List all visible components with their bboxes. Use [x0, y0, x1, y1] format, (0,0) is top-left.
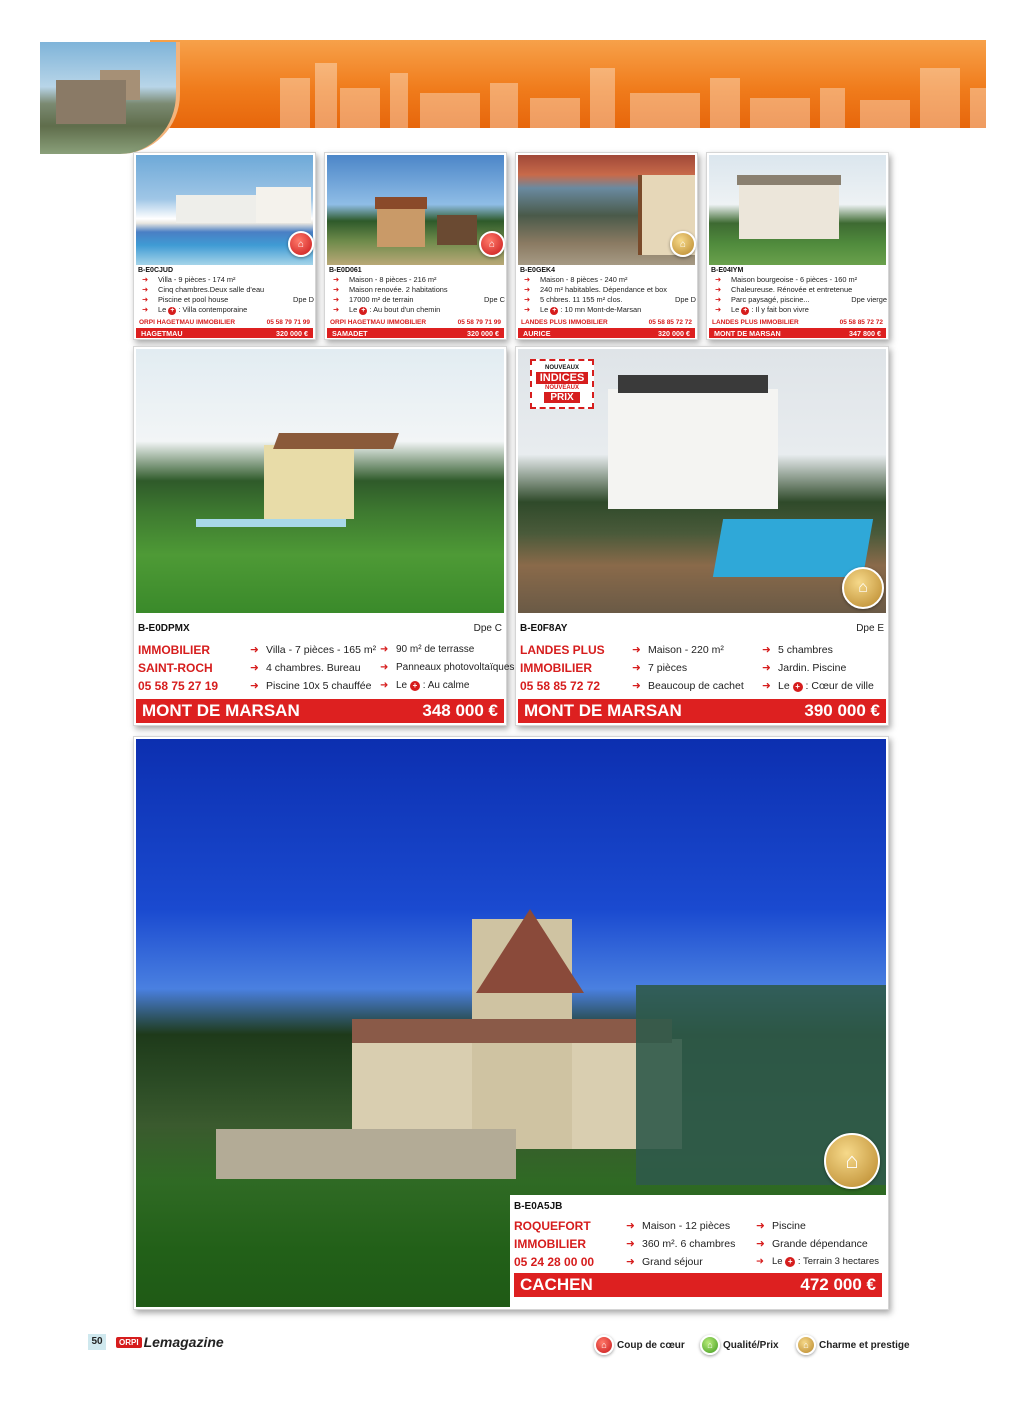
legend-item: ⌂ Coup de cœur [594, 1334, 685, 1356]
plus-icon: + [170, 307, 175, 314]
plus-icon: + [552, 307, 557, 314]
coup-de-coeur-icon: ⌂ [288, 231, 314, 257]
dpe-rating: Dpe C [484, 295, 505, 304]
listing-ref: B-E04IYM [711, 267, 744, 274]
price-bar [709, 328, 886, 338]
price-label: 347 800 € [849, 328, 881, 338]
plus-icon: + [793, 682, 803, 692]
feature-item: ➜ Maison bourgeoise - 6 pièces - 160 m² [715, 275, 858, 284]
feature-list [380, 641, 514, 695]
city-skyline-illustration [270, 48, 1024, 128]
price-label: 390 000 € [804, 701, 880, 720]
feature-item: ➜ Villa - 7 pièces - 165 m² [250, 644, 377, 656]
property-photo [327, 155, 504, 265]
charme-prestige-icon: ⌂ [824, 1133, 880, 1189]
price-bar [518, 328, 695, 338]
plus-icon: + [743, 307, 748, 314]
header-banner [40, 40, 986, 132]
feature-item: ➜ Cinq chambres.Deux salle d'eau [142, 285, 265, 294]
feature-item: ➜ Parc paysagé, piscine... Dpe vierge [715, 295, 887, 304]
dpe-rating: Dpe vierge [851, 295, 887, 304]
price-label: 320 000 € [276, 328, 308, 338]
agency-phone: 05 58 85 72 72 [520, 679, 601, 693]
price-label: 472 000 € [800, 1275, 876, 1294]
listing-ref: B-E0CJUD [138, 267, 174, 274]
price-bar [518, 699, 886, 723]
feature-item: ➜ Chaleureuse. Rénovée et entretenue [715, 285, 853, 294]
plus-icon: + [410, 681, 420, 691]
feature-item: ➜ 360 m². 6 chambres [626, 1238, 736, 1250]
listing-ref: B-E0DPMX [138, 623, 190, 634]
feature-item: ➜ 5 chambres [762, 644, 833, 656]
banner-bar [150, 40, 986, 128]
feature-item: ➜ 5 chbres. 11 155 m² clos. Dpe D [524, 295, 696, 304]
city-label: MONT DE MARSAN [524, 701, 682, 720]
agency-name: IMMOBILIER [520, 661, 592, 675]
price-label: 320 000 € [467, 328, 499, 338]
feature-item: ➜ Le + : Au calme [380, 680, 470, 691]
qualite-prix-icon: ⌂ [700, 1335, 720, 1355]
coup-de-coeur-icon: ⌂ [594, 1335, 614, 1355]
agency-line: ORPI HAGETMAU IMMOBILIER 05 58 79 71 99 [330, 319, 501, 326]
feature-item: ➜ Le + : Terrain 3 hectares [756, 1256, 880, 1267]
feature-item: ➜ 240 m² habitables. Dépendance et box [524, 285, 667, 294]
listing-card-small[interactable] [515, 152, 698, 340]
feature-item: ➜ Jardin. Piscine [762, 662, 847, 674]
agency-contact [514, 1217, 594, 1271]
feature-list [140, 275, 314, 315]
feature-list [522, 275, 696, 315]
city-label: SAMADET [332, 328, 368, 338]
feature-item: ➜ Piscine 10x 5 chauffée [250, 680, 372, 692]
feature-item: ➜ Maison - 12 pièces [626, 1220, 731, 1232]
feature-item: ➜ 90 m² de terrasse [380, 644, 475, 655]
property-photo [518, 155, 695, 265]
feature-list [762, 641, 874, 695]
feature-item: ➜ Maison - 220 m² [632, 644, 724, 656]
agency-contact [520, 641, 605, 695]
city-label: HAGETMAU [141, 328, 183, 338]
city-label: MONT DE MARSAN [714, 328, 781, 338]
orpi-logo: ORPI [116, 1337, 142, 1348]
feature-item: ➜ Maison renovée. 2 habitations [333, 285, 448, 294]
agency-name: IMMOBILIER [514, 1237, 586, 1251]
listing-ref: B-E0D061 [329, 267, 362, 274]
agency-phone: 05 24 28 00 00 [514, 1255, 595, 1269]
dpe-rating: Dpe D [675, 295, 696, 304]
price-bar [327, 328, 504, 338]
charme-prestige-icon: ⌂ [670, 231, 696, 257]
feature-list [756, 1217, 879, 1271]
legend-item: ⌂ Qualité/Prix [700, 1334, 779, 1356]
banner-town-photo [40, 42, 180, 154]
feature-item: ➜ 7 pièces [632, 662, 688, 674]
property-photo [136, 155, 313, 265]
charme-prestige-icon: ⌂ [842, 567, 884, 609]
nouveaux-prix-badge: NOUVEAUX INDICES NOUVEAUX PRIX [530, 359, 594, 409]
price-bar [514, 1273, 882, 1297]
page-number: 50 [88, 1334, 106, 1350]
listing-ref: B-E0F8AY [520, 623, 568, 634]
feature-item: ➜ 4 chambres. Bureau [250, 662, 361, 674]
feature-list [632, 641, 744, 695]
dpe-rating: Dpe E [856, 623, 884, 634]
city-label: MONT DE MARSAN [142, 701, 300, 720]
feature-item: ➜ Le + : 10 mn Mont-de-Marsan [524, 305, 642, 314]
feature-item: ➜ Villa - 9 pièces - 174 m² [142, 275, 236, 284]
listing-card-small[interactable] [133, 152, 316, 340]
agency-line: ORPI HAGETMAU IMMOBILIER 05 58 79 71 99 [139, 319, 310, 326]
feature-item: ➜ Le + : Cœur de ville [762, 680, 874, 692]
city-label: AURICE [523, 328, 551, 338]
magazine-logo [116, 1334, 224, 1350]
agency-line: LANDES PLUS IMMOBILIER 05 58 85 72 72 [712, 319, 883, 326]
legend-item: ⌂ Charme et prestige [796, 1334, 910, 1356]
listing-card-medium[interactable] [133, 346, 515, 726]
listing-card-small[interactable] [706, 152, 889, 340]
dpe-rating: Dpe C [473, 623, 502, 634]
agency-name: ROQUEFORT [514, 1219, 591, 1233]
feature-item: ➜ Maison - 8 pièces - 240 m² [524, 275, 628, 284]
property-photo [709, 155, 886, 265]
listing-card-large[interactable] [133, 736, 889, 1310]
listing-card-medium[interactable] [515, 346, 889, 726]
feature-item: ➜ Le + : Villa contemporaine [142, 305, 248, 314]
price-bar [136, 699, 504, 723]
feature-item: ➜ Piscine et pool house Dpe D [142, 295, 314, 304]
feature-item: ➜ Grand séjour [626, 1256, 703, 1268]
dpe-rating: Dpe D [293, 295, 314, 304]
agency-contact [138, 641, 218, 695]
feature-list [626, 1217, 735, 1271]
listing-card-small[interactable] [324, 152, 507, 340]
price-bar [136, 328, 313, 338]
feature-item: ➜ Le + : Au bout d'un chemin [333, 305, 441, 314]
feature-item: ➜ Le + : Il y fait bon vivre [715, 305, 809, 314]
city-label: CACHEN [520, 1275, 593, 1294]
coup-de-coeur-icon: ⌂ [479, 231, 505, 257]
plus-icon: + [785, 1257, 795, 1267]
price-label: 320 000 € [658, 328, 690, 338]
feature-list [250, 641, 376, 695]
property-photo [136, 349, 504, 613]
plus-icon: + [361, 307, 366, 314]
feature-list [331, 275, 505, 315]
price-label: 348 000 € [422, 701, 498, 720]
agency-name: LANDES PLUS [520, 643, 605, 657]
magazine-title: Lemagazine [143, 1334, 224, 1350]
listing-ref: B-E0GEK4 [520, 267, 556, 274]
feature-item: ➜ Panneaux photovoltaïques [380, 662, 515, 673]
agency-line: LANDES PLUS IMMOBILIER 05 58 85 72 72 [521, 319, 692, 326]
feature-list [713, 275, 887, 315]
feature-item: ➜ Piscine [756, 1220, 806, 1232]
listing-ref: B-E0A5JB [514, 1201, 563, 1212]
feature-item: ➜ Beaucoup de cachet [632, 680, 744, 692]
agency-name: SAINT-ROCH [138, 661, 213, 675]
feature-item: ➜ 17000 m² de terrain Dpe C [333, 295, 505, 304]
feature-item: ➜ Maison - 8 pièces - 216 m² [333, 275, 437, 284]
charme-prestige-icon: ⌂ [796, 1335, 816, 1355]
agency-phone: 05 58 75 27 19 [138, 679, 219, 693]
agency-name: IMMOBILIER [138, 643, 210, 657]
feature-item: ➜ Grande dépendance [756, 1238, 868, 1250]
